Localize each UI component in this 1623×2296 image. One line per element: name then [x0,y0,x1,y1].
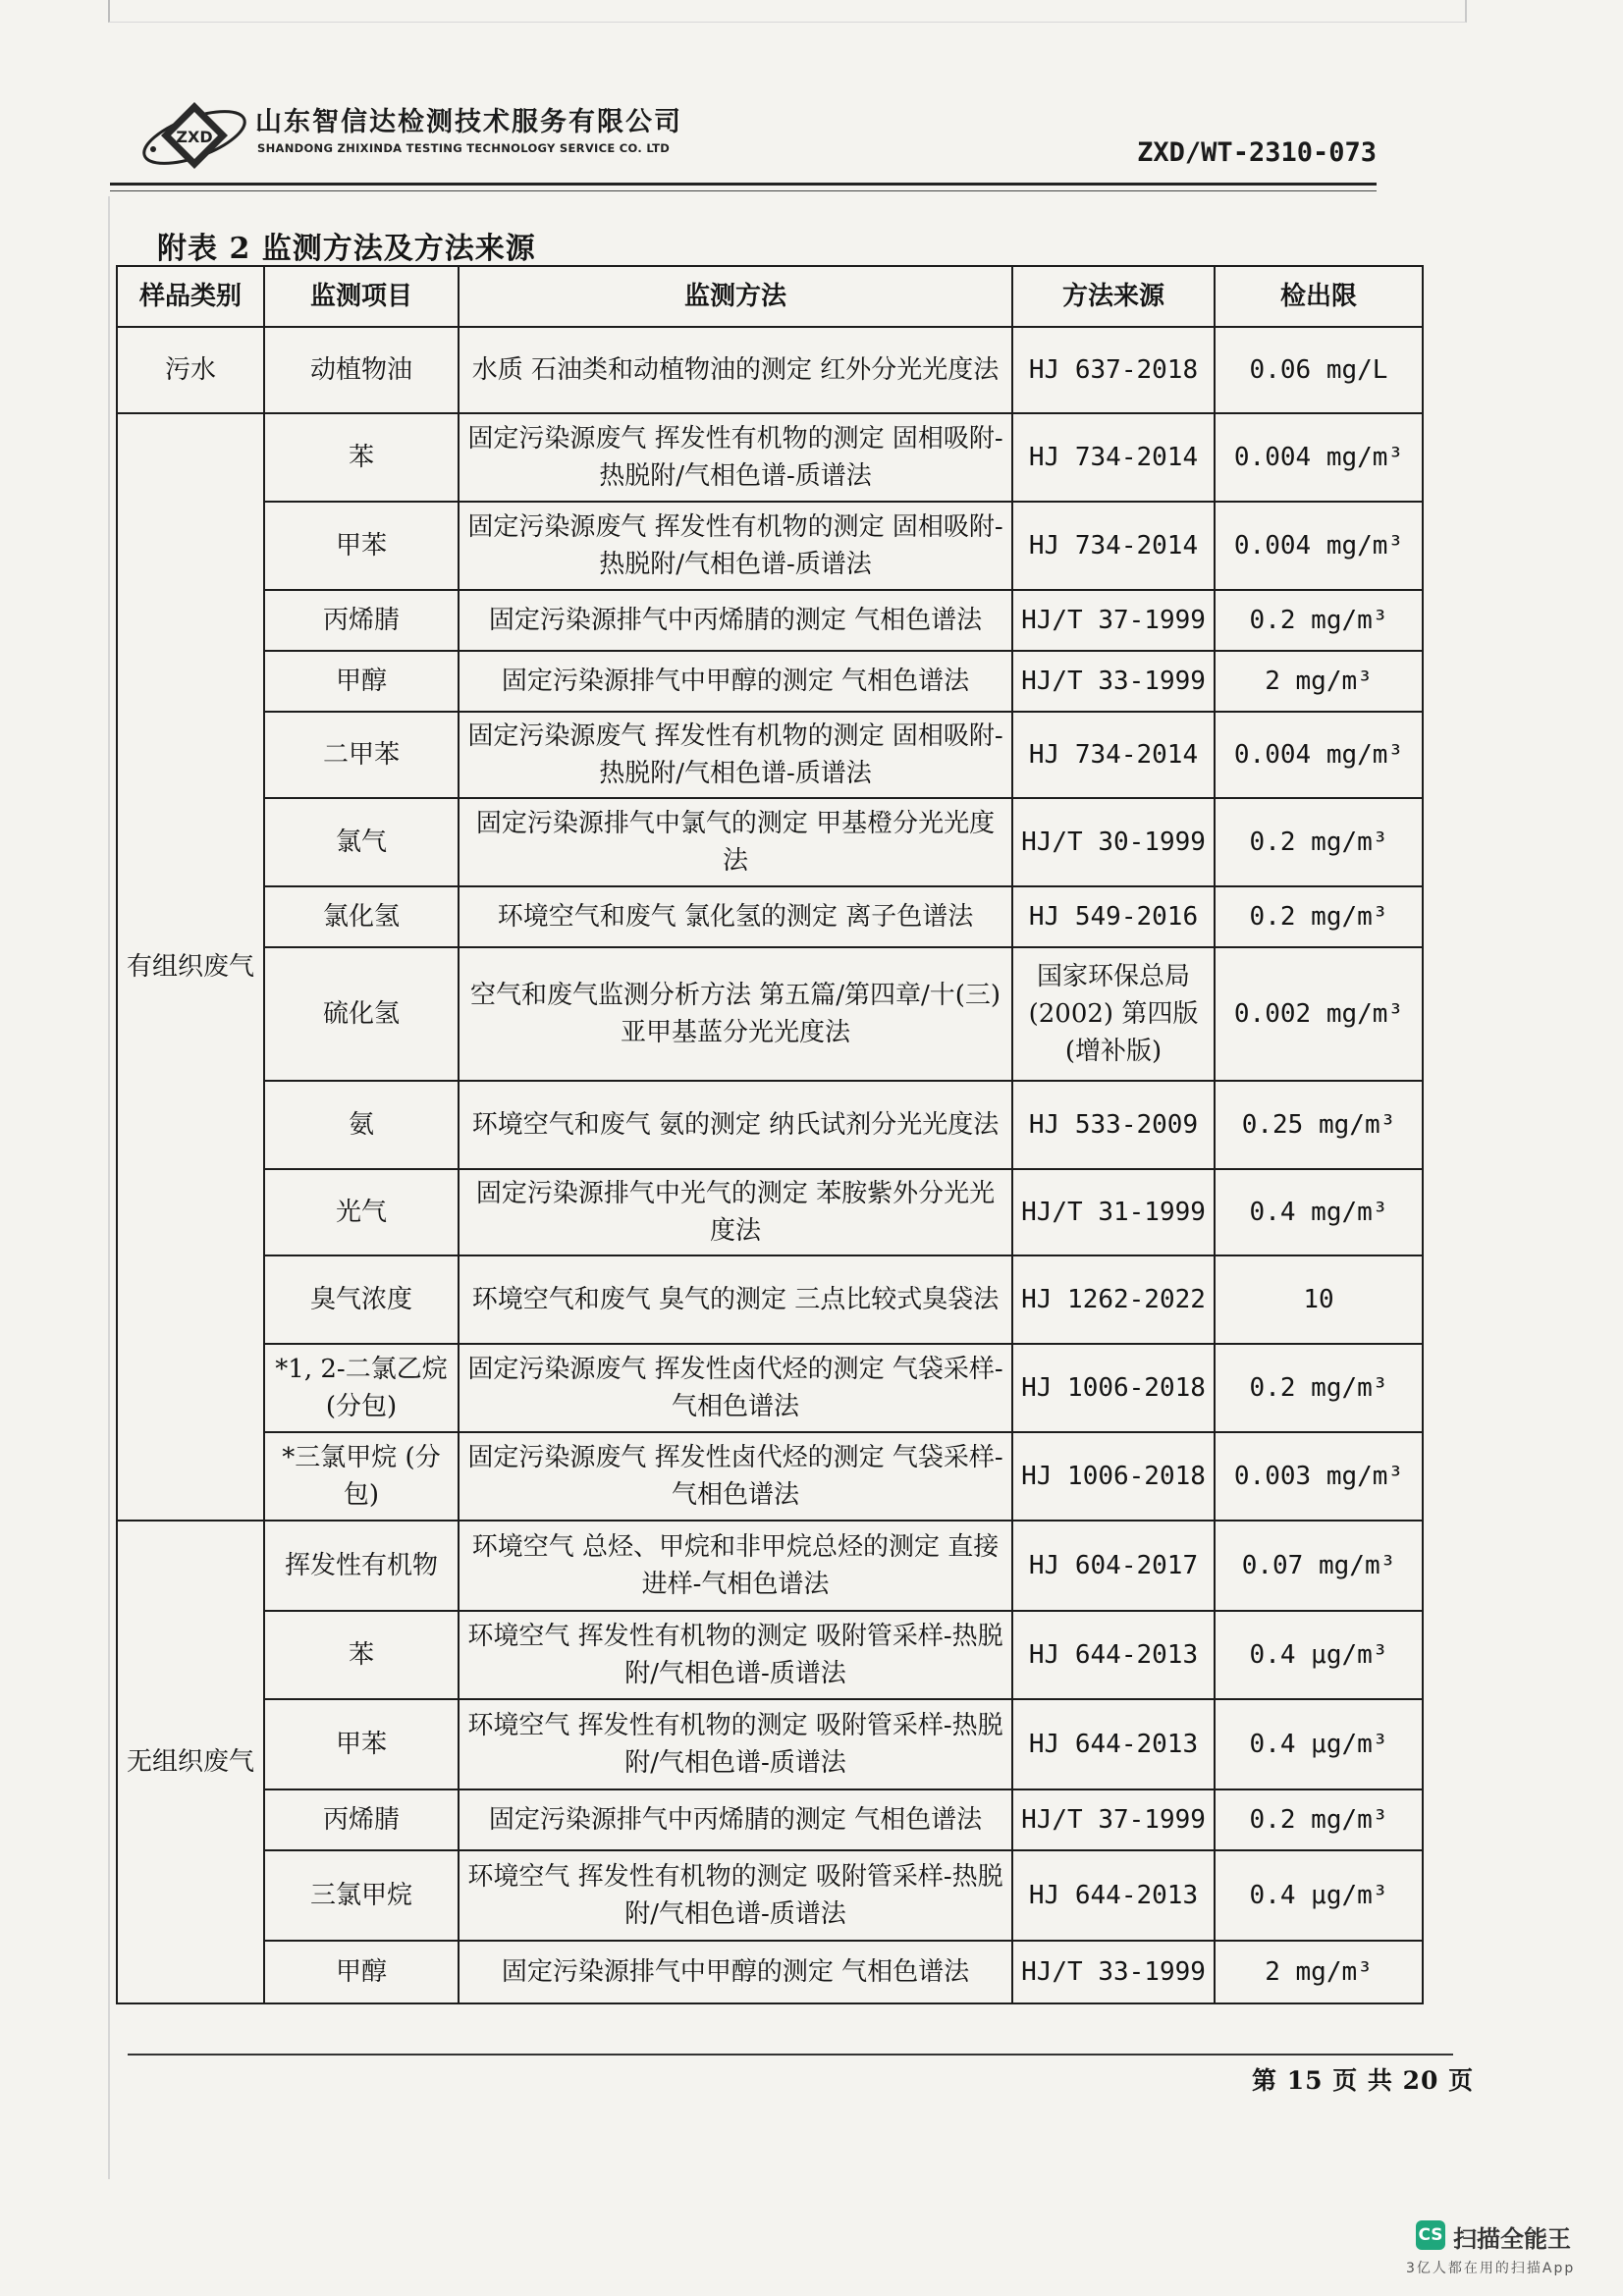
source-cell: HJ/T 37-1999 [1012,590,1215,651]
document-header [110,61,1377,198]
table-header-row [117,266,1423,327]
category-cell: 无组织废气 [117,1521,264,2003]
category-cell: 有组织废气 [117,413,264,1521]
table-row [117,798,1423,886]
limit-cell: 0.004 mg/m³ [1215,502,1423,590]
source-cell: HJ/T 30-1999 [1012,798,1215,886]
source-cell: HJ/T 31-1999 [1012,1169,1215,1255]
method-cell: 固定污染源排气中甲醇的测定 气相色谱法 [459,1941,1012,2003]
limit-cell: 0.4 μg/m³ [1215,1611,1423,1699]
source-cell: HJ 644-2013 [1012,1850,1215,1941]
item-cell: *1, 2-二氯乙烷 (分包) [264,1344,459,1432]
source-cell: HJ 734-2014 [1012,502,1215,590]
method-cell: 固定污染源排气中光气的测定 苯胺紫外分光光度法 [459,1169,1012,1255]
table-row [117,1432,1423,1521]
header-divider-thin [110,190,1377,191]
source-cell: HJ 644-2013 [1012,1699,1215,1789]
methods-table [116,265,1424,2004]
limit-cell: 0.004 mg/m³ [1215,413,1423,502]
item-cell: 光气 [264,1169,459,1255]
appendix-title: 附表 2 监测方法及方法来源 [157,232,536,266]
item-cell: 甲苯 [264,502,459,590]
item-cell: 丙烯腈 [264,590,459,651]
limit-cell: 0.07 mg/m³ [1215,1521,1423,1611]
item-cell: 甲醇 [264,1941,459,2003]
item-cell: 三氯甲烷 [264,1850,459,1941]
logo-text: ZXD [176,128,213,146]
item-cell: 甲醇 [264,651,459,712]
limit-cell: 0.2 mg/m³ [1215,1789,1423,1850]
source-cell: HJ 549-2016 [1012,886,1215,947]
scanner-app-tagline: 3亿人都在用的扫描App [1406,2261,1576,2276]
table-row [117,1611,1423,1699]
source-cell: HJ 533-2009 [1012,1081,1215,1169]
limit-cell: 0.06 mg/L [1215,327,1423,413]
source-cell: HJ 1006-2018 [1012,1344,1215,1432]
page-number: 第 15 页 共 20 页 [1252,2066,1475,2095]
item-cell: 苯 [264,413,459,502]
table-row [117,1521,1423,1611]
source-cell: HJ 734-2014 [1012,413,1215,502]
method-cell: 环境空气 挥发性有机物的测定 吸附管采样-热脱附/气相色谱-质谱法 [459,1699,1012,1789]
limit-cell: 0.2 mg/m³ [1215,1344,1423,1432]
limit-cell: 0.25 mg/m³ [1215,1081,1423,1169]
table-row [117,1699,1423,1789]
item-cell: 甲苯 [264,1699,459,1789]
header-monitoring-item: 监测项目 [264,266,459,327]
limit-cell: 0.4 mg/m³ [1215,1169,1423,1255]
header-method-source: 方法来源 [1012,266,1215,327]
limit-cell: 0.003 mg/m³ [1215,1432,1423,1521]
item-cell: 氨 [264,1081,459,1169]
method-cell: 固定污染源废气 挥发性有机物的测定 固相吸附-热脱附/气相色谱-质谱法 [459,413,1012,502]
header-sample-category: 样品类别 [117,266,264,327]
method-cell: 环境空气 挥发性有机物的测定 吸附管采样-热脱附/气相色谱-质谱法 [459,1850,1012,1941]
method-cell: 空气和废气监测分析方法 第五篇/第四章/十(三) 亚甲基蓝分光光度法 [459,947,1012,1081]
item-cell: *三氯甲烷 (分包) [264,1432,459,1521]
source-cell: HJ/T 33-1999 [1012,651,1215,712]
scan-page-edge-left [108,196,110,2179]
limit-cell: 0.4 μg/m³ [1215,1699,1423,1789]
limit-cell: 0.4 μg/m³ [1215,1850,1423,1941]
method-cell: 固定污染源废气 挥发性有机物的测定 固相吸附-热脱附/气相色谱-质谱法 [459,502,1012,590]
item-cell: 二甲苯 [264,712,459,798]
source-cell: HJ 1262-2022 [1012,1255,1215,1344]
table-row [117,1941,1423,2003]
table-row [117,947,1423,1081]
scan-page-edge [108,0,1467,23]
table-row [117,1789,1423,1850]
source-cell: HJ 644-2013 [1012,1611,1215,1699]
category-cell: 污水 [117,327,264,413]
limit-cell: 0.2 mg/m³ [1215,886,1423,947]
table-row [117,1850,1423,1941]
header-monitoring-method: 监测方法 [459,266,1012,327]
header-divider [110,183,1377,186]
limit-cell: 2 mg/m³ [1215,651,1423,712]
source-cell: HJ/T 33-1999 [1012,1941,1215,2003]
table-row [117,502,1423,590]
limit-cell: 0.004 mg/m³ [1215,712,1423,798]
document-number: ZXD/WT-2310-073 [1137,137,1377,168]
item-cell: 苯 [264,1611,459,1699]
limit-cell: 10 [1215,1255,1423,1344]
table-row [117,413,1423,502]
table-row [117,327,1423,413]
source-cell: HJ 734-2014 [1012,712,1215,798]
item-cell: 臭气浓度 [264,1255,459,1344]
source-cell: HJ/T 37-1999 [1012,1789,1215,1850]
table-row [117,886,1423,947]
method-cell: 环境空气和废气 氨的测定 纳氏试剂分光光度法 [459,1081,1012,1169]
table-row [117,1081,1423,1169]
table-row [117,651,1423,712]
method-cell: 固定污染源废气 挥发性卤代烃的测定 气袋采样-气相色谱法 [459,1344,1012,1432]
table-row [117,1344,1423,1432]
item-cell: 氯化氢 [264,886,459,947]
table-row [117,1255,1423,1344]
method-cell: 水质 石油类和动植物油的测定 红外分光光度法 [459,327,1012,413]
method-cell: 环境空气和废气 氯化氢的测定 离子色谱法 [459,886,1012,947]
source-cell: 国家环保总局 (2002) 第四版 (增补版) [1012,947,1215,1081]
source-cell: HJ 637-2018 [1012,327,1215,413]
company-name-cn: 山东智信达检测技术服务有限公司 [255,107,682,137]
item-cell: 硫化氢 [264,947,459,1081]
source-cell: HJ 1006-2018 [1012,1432,1215,1521]
method-cell: 固定污染源排气中氯气的测定 甲基橙分光光度法 [459,798,1012,886]
method-cell: 环境空气和废气 臭气的测定 三点比较式臭袋法 [459,1255,1012,1344]
method-cell: 固定污染源排气中甲醇的测定 气相色谱法 [459,651,1012,712]
method-cell: 环境空气 挥发性有机物的测定 吸附管采样-热脱附/气相色谱-质谱法 [459,1611,1012,1699]
table-row [117,1169,1423,1255]
item-cell: 挥发性有机物 [264,1521,459,1611]
camscanner-logo-icon: CS [1416,2220,1445,2250]
method-cell: 固定污染源废气 挥发性有机物的测定 固相吸附-热脱附/气相色谱-质谱法 [459,712,1012,798]
item-cell: 氯气 [264,798,459,886]
limit-cell: 0.002 mg/m³ [1215,947,1423,1081]
limit-cell: 0.2 mg/m³ [1215,798,1423,886]
table-row [117,712,1423,798]
source-cell: HJ 604-2017 [1012,1521,1215,1611]
method-cell: 固定污染源排气中丙烯腈的测定 气相色谱法 [459,1789,1012,1850]
table-row [117,590,1423,651]
method-cell: 固定污染源排气中丙烯腈的测定 气相色谱法 [459,590,1012,651]
limit-cell: 2 mg/m³ [1215,1941,1423,2003]
scanner-app-name: 扫描全能王 [1453,2225,1571,2253]
item-cell: 丙烯腈 [264,1789,459,1850]
method-cell: 环境空气 总烃、甲烷和非甲烷总烃的测定 直接进样-气相色谱法 [459,1521,1012,1611]
item-cell: 动植物油 [264,327,459,413]
limit-cell: 0.2 mg/m³ [1215,590,1423,651]
company-name-en: SHANDONG ZHIXINDA TESTING TECHNOLOGY SERVICE CO. LTD [257,141,671,155]
footer-divider [128,2054,1453,2056]
method-cell: 固定污染源废气 挥发性卤代烃的测定 气袋采样-气相色谱法 [459,1432,1012,1521]
header-detection-limit: 检出限 [1215,266,1423,327]
